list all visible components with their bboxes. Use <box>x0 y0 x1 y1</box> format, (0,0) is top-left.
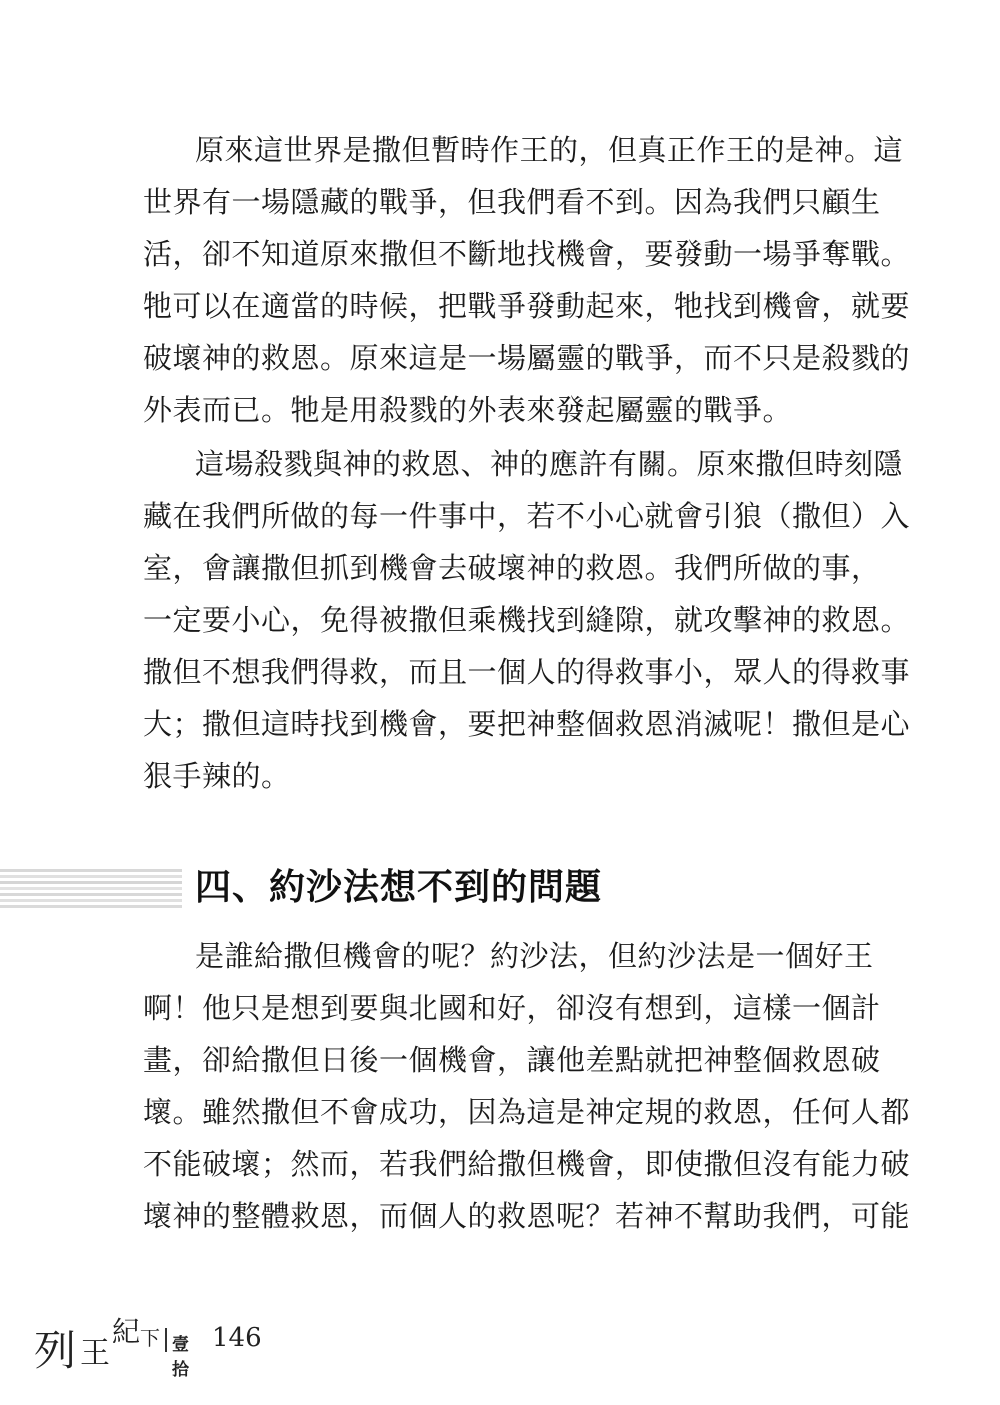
text-line: 藏在我們所做的每一件事中，若不小心就會引狼（撒但）入 <box>143 499 911 533</box>
footer-divider <box>165 1328 167 1352</box>
text-line: 室，會讓撒但抓到機會去破壞神的救恩。我們所做的事， <box>143 551 881 585</box>
text-line: 啊！他只是想到要與北國和好，卻沒有想到，這樣一個計 <box>143 991 881 1025</box>
text-line: 這場殺戮與神的救恩、神的應許有關。原來撒但時刻隱 <box>195 447 904 481</box>
text-line: 是誰給撒但機會的呢？約沙法，但約沙法是一個好王 <box>195 939 874 973</box>
footer-book-char: 王 <box>80 1336 110 1371</box>
footer-chapter: 壹拾 <box>172 1335 189 1380</box>
text-line: 撒但不想我們得救，而且一個人的得救事小，眾人的得救事 <box>143 655 911 689</box>
text-line: 原來這世界是撒但暫時作王的，但真正作王的是神。這 <box>195 133 904 167</box>
footer-book-char: 紀 <box>112 1315 141 1348</box>
text-line: 活，卻不知道原來撒但不斷地找機會，要發動一場爭奪戰。 <box>143 237 911 271</box>
text-line: 壞神的整體救恩，而個人的救恩呢？若神不幫助我們，可能 <box>143 1199 911 1233</box>
text-line: 牠可以在適當的時候，把戰爭發動起來，牠找到機會，就要 <box>143 289 911 323</box>
text-line: 外表而已。牠是用殺戮的外表來發起屬靈的戰爭。 <box>143 393 793 427</box>
text-line: 壞。雖然撒但不會成功，因為這是神定規的救恩，任何人都 <box>143 1095 911 1129</box>
section-heading-block <box>0 858 1000 918</box>
text-line: 一定要小心，免得被撒但乘機找到縫隙，就攻擊神的救恩。 <box>143 603 911 637</box>
page-number: 146 <box>212 1323 262 1353</box>
text-line: 大；撒但這時找到機會，要把神整個救恩消滅呢！撒但是心 <box>143 707 911 741</box>
footer-book-char: 列 <box>34 1326 77 1375</box>
section-heading: 四、約沙法想不到的問題 <box>195 867 603 908</box>
text-line: 破壞神的救恩。原來這是一場屬靈的戰爭，而不只是殺戮的 <box>143 341 911 375</box>
text-line: 不能破壞；然而，若我們給撒但機會，即使撒但沒有能力破 <box>143 1147 911 1181</box>
text-line: 狠手辣的。 <box>143 759 291 793</box>
text-line: 世界有一場隱藏的戰爭，但我們看不到。因為我們只顧生 <box>143 185 881 219</box>
footer-volume: 下 <box>140 1326 160 1350</box>
text-line: 畫，卻給撒但日後一個機會，讓他差點就把神整個救恩破 <box>143 1043 881 1077</box>
heading-stripes-decoration <box>0 868 182 910</box>
